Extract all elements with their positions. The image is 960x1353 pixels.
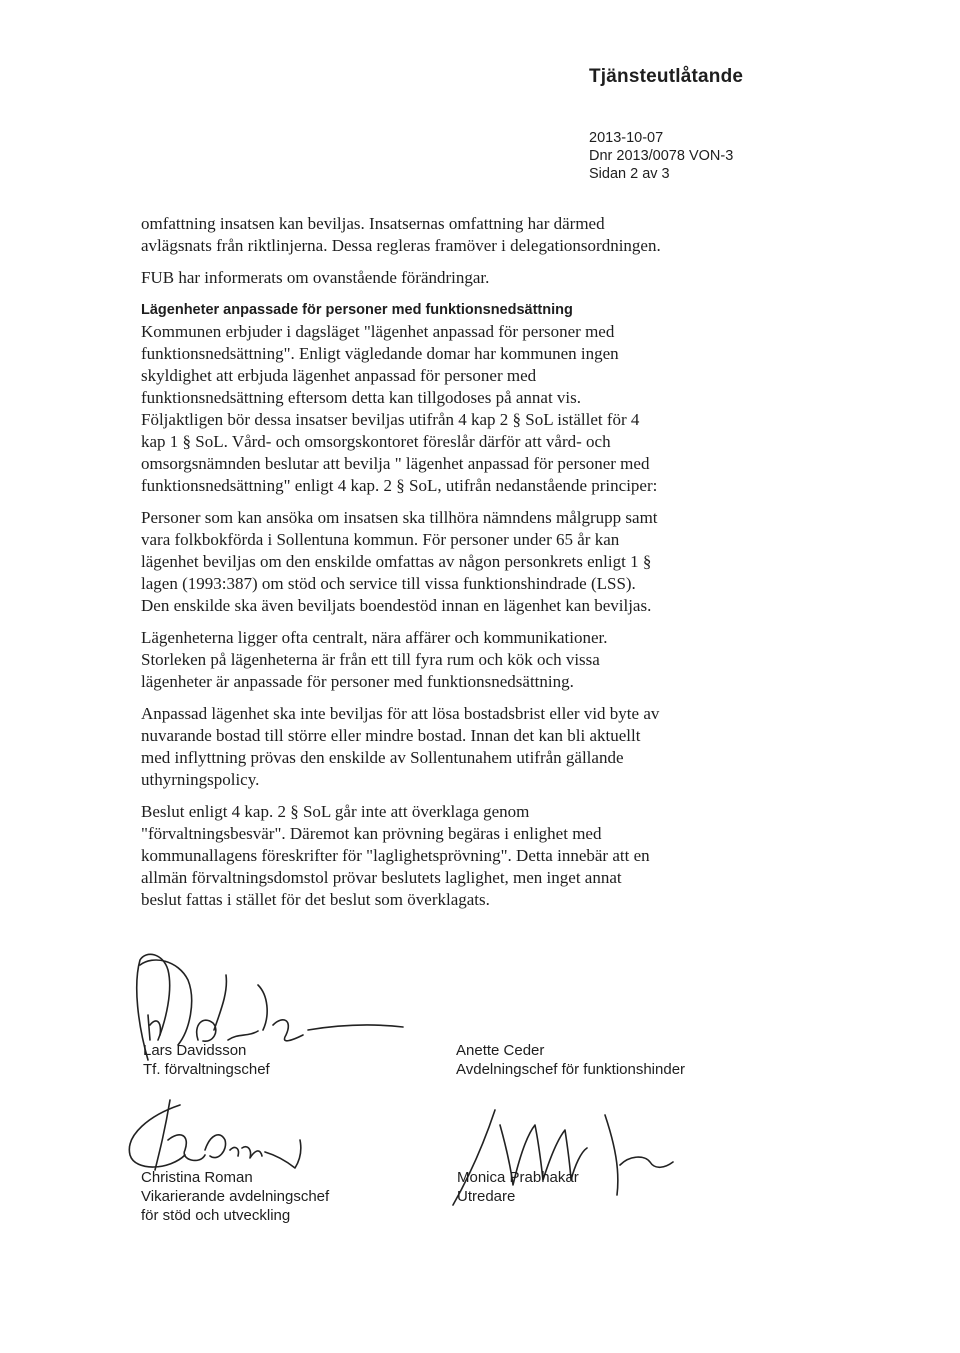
text-line: Kommunen erbjuder i dagsläget "lägenhet anpassad för personer med xyxy=(141,322,615,341)
signatory-title: Tf. förvaltningschef xyxy=(143,1061,270,1078)
text-line: "förvaltningsbesvär". Däremot kan prövning begäras i enlighet med xyxy=(141,824,602,843)
section-heading: Lägenheter anpassade för personer med funktionsnedsättning xyxy=(141,302,573,318)
signatory-title: Utredare xyxy=(457,1188,516,1205)
signatory-name: Lars Davidsson xyxy=(143,1042,247,1059)
body-paragraph xyxy=(141,299,741,497)
signatory-anette-ceder xyxy=(456,1041,685,1079)
text-line: lägenhet beviljas om den enskilde omfattas av någon personkrets enligt 1 § xyxy=(141,552,652,571)
text-line: Den enskilde ska även beviljats boendestöd innan en lägenhet kan beviljas. xyxy=(141,596,652,615)
text-line: Lägenheterna ligger ofta centralt, nära affärer och kommunikationer. xyxy=(141,628,608,647)
body-paragraph xyxy=(141,267,741,289)
text-line: lagen (1993:387) om stöd och service till vissa funktionshindrade (LSS). xyxy=(141,574,636,593)
text-line: allmän förvaltningsdomstol prövar beslutets laglighet, men inget annat xyxy=(141,868,622,887)
text-line: omfattning insatsen kan beviljas. Insatsernas omfattning har därmed xyxy=(141,214,605,233)
document-dnr: Dnr 2013/0078 VON-3 xyxy=(589,148,734,164)
text-line: lägenheter är anpassade för personer med funktionsnedsättning. xyxy=(141,672,574,691)
signatory-title: för stöd och utveckling xyxy=(141,1207,291,1224)
text-line: beslut fattas i stället för det beslut som överklagats. xyxy=(141,890,490,909)
signatory-name: Anette Ceder xyxy=(456,1042,545,1059)
text-line: kap 1 § SoL. Vård- och omsorgskontoret föreslår därför att vård- och xyxy=(141,432,611,451)
document-meta xyxy=(589,129,733,183)
signatory-title: Vikarierande avdelningschef xyxy=(141,1188,330,1205)
text-line: Följaktligen bör dessa insatser beviljas utifrån 4 kap 2 § SoL istället för 4 xyxy=(141,410,640,429)
body-paragraph xyxy=(141,213,741,257)
text-line: funktionsnedsättning eftersom detta kan tillgodoses på annat vis. xyxy=(141,388,582,407)
body-paragraph xyxy=(141,703,741,791)
text-line: funktionsnedsättning". Enligt vägledande domar har kommunen ingen xyxy=(141,344,619,363)
signatory-name: Christina Roman xyxy=(141,1169,253,1186)
text-line: Personer som kan ansöka om insatsen ska tillhöra nämndens målgrupp samt xyxy=(141,508,658,527)
text-line: skyldighet att erbjuda lägenhet anpassad för personer med xyxy=(141,366,537,385)
text-line: Beslut enligt 4 kap. 2 § SoL går inte att överklaga genom xyxy=(141,802,530,821)
page-number: Sidan 2 av 3 xyxy=(589,166,670,182)
text-line: uthyrningspolicy. xyxy=(141,770,260,789)
text-line: kommunallagens föreskrifter för "laglighetsprövning". Detta innebär att en xyxy=(141,846,650,865)
text-line: Storleken på lägenheterna är från ett till fyra rum och kök och vissa xyxy=(141,650,600,669)
signatory-title: Avdelningschef för funktionshinder xyxy=(456,1061,686,1078)
body-paragraph xyxy=(141,507,741,617)
text-line: vara folkbokförda i Sollentuna kommun. För personer under 65 år kan xyxy=(141,530,620,549)
body-paragraph xyxy=(141,627,741,693)
document-date: 2013-10-07 xyxy=(589,130,664,146)
signatory-name: Monica Prabhakar xyxy=(457,1169,579,1186)
text-line: avlägsnats från riktlinjerna. Dessa regleras framöver i delegationsordningen. xyxy=(141,236,661,255)
body-paragraph xyxy=(141,801,741,911)
text-line: Anpassad lägenhet ska inte beviljas för att lösa bostadsbrist eller vid byte av xyxy=(141,704,660,723)
signatory-lars-davidsson xyxy=(143,1041,270,1079)
signatory-christina-roman xyxy=(141,1168,329,1225)
text-line: med inflyttning prövas den enskilde av Sollentunahem utifrån gällande xyxy=(141,748,624,767)
text-line: FUB har informerats om ovanstående förändringar. xyxy=(141,268,490,287)
text-line: nuvarande bostad till större eller mindre bostad. Innan det kan bli aktuellt xyxy=(141,726,641,745)
signature-christina-roman xyxy=(110,1090,320,1180)
text-line: omsorgsnämnden beslutar att bevilja " lägenhet anpassad för personer med xyxy=(141,454,650,473)
document-type-title: Tjänsteutlåtande xyxy=(589,66,744,87)
signatory-monica-prabhakar xyxy=(457,1168,579,1206)
document-body xyxy=(141,213,741,921)
text-line: funktionsnedsättning" enligt 4 kap. 2 § SoL, utifrån nedanstående principer: xyxy=(141,476,658,495)
